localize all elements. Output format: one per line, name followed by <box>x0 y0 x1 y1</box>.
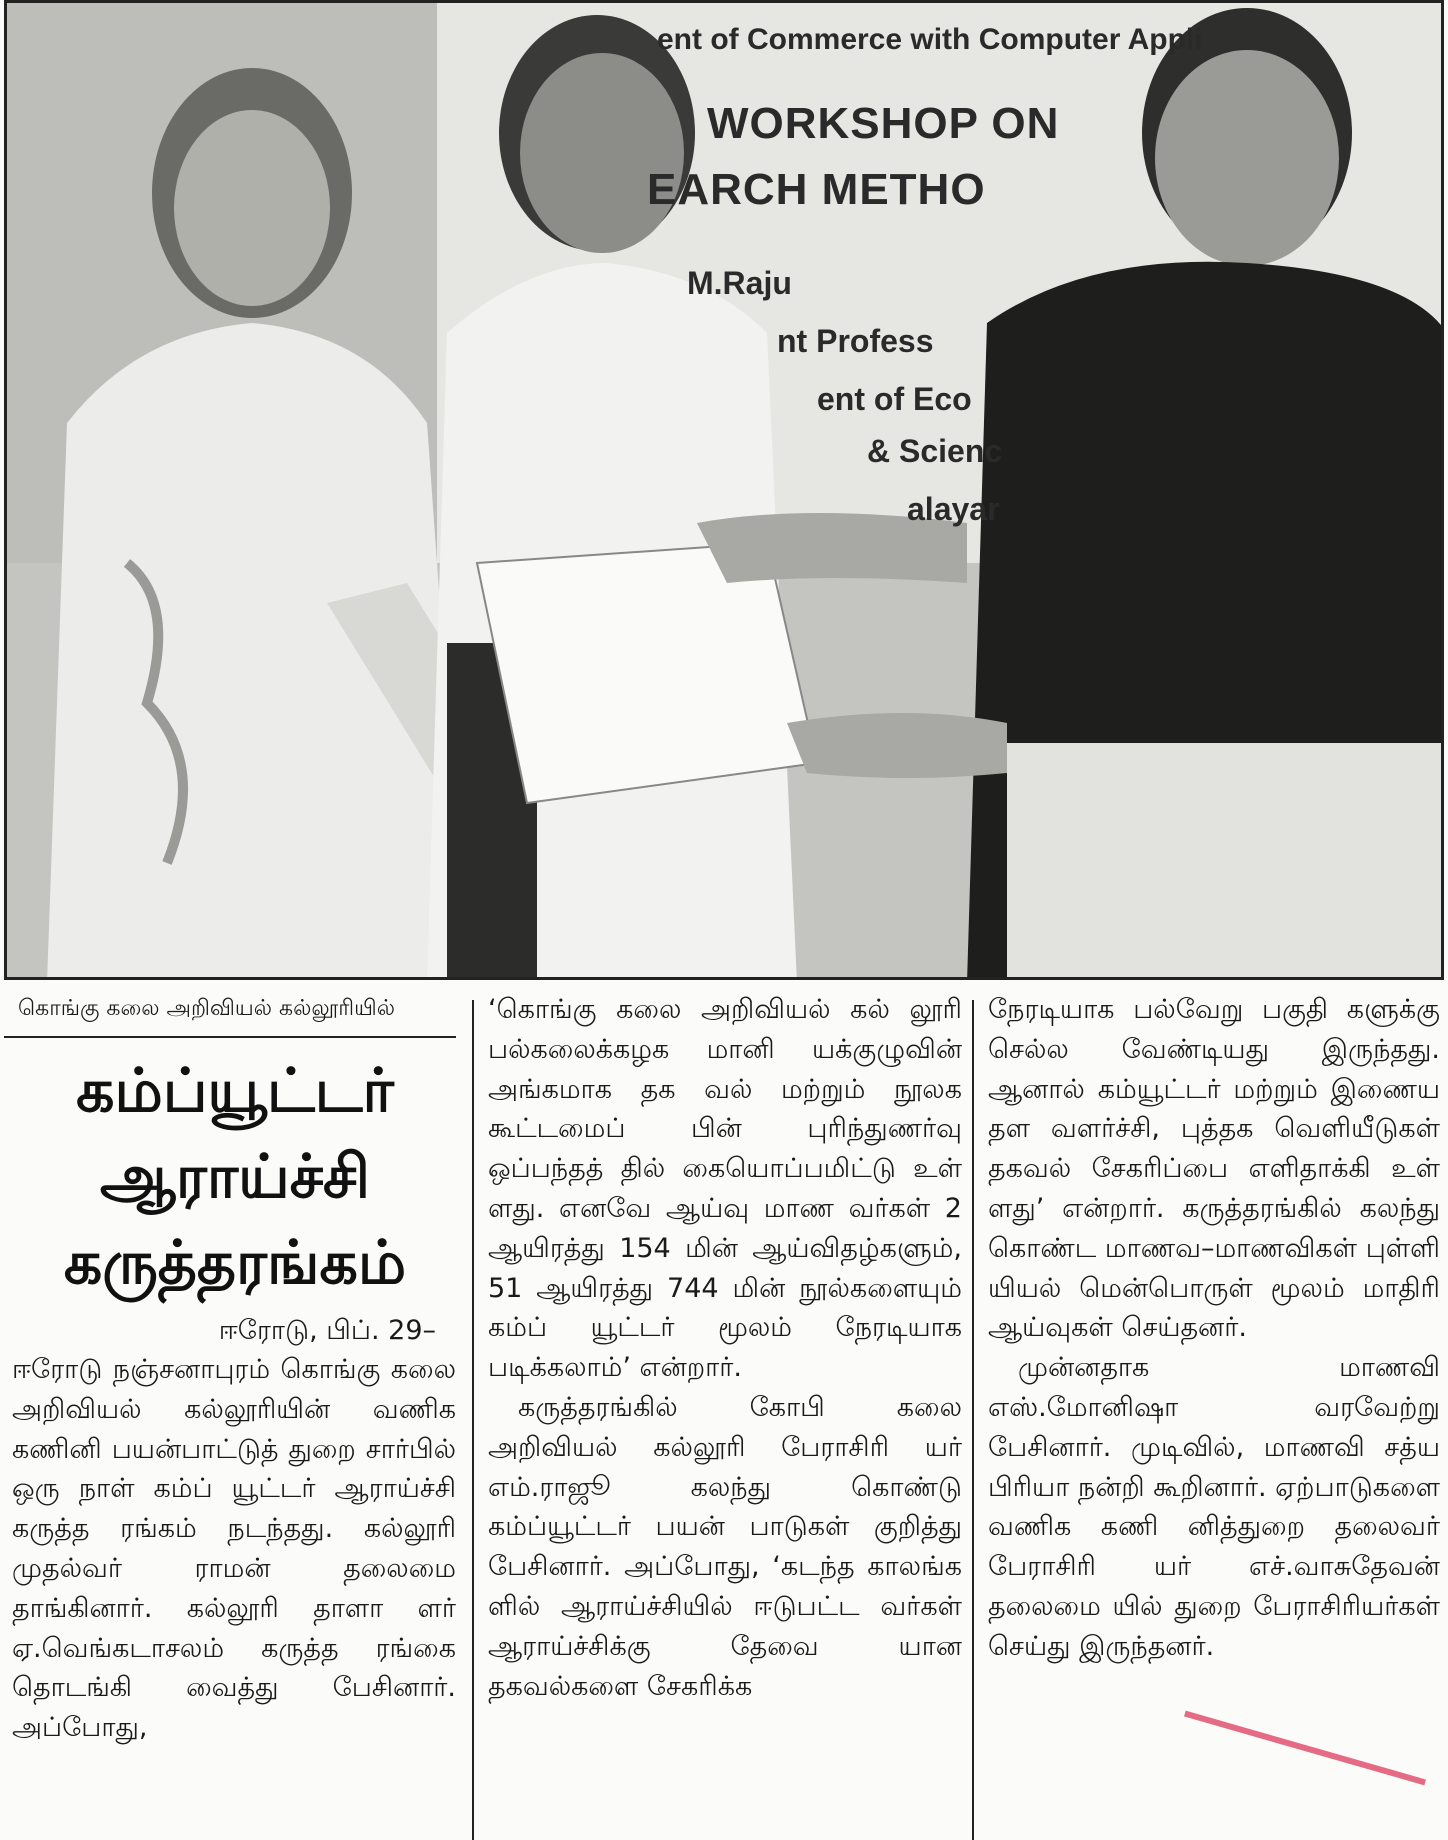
news-photo <box>4 0 1444 980</box>
man-right-trousers <box>1007 743 1444 980</box>
article-headline <box>4 1048 466 1306</box>
banner-line-5: nt Profess <box>777 323 934 359</box>
article-paragraph: ஈரோடு நஞ்சனாபுரம் கொங்கு கலை அறிவியல் கல்லூரியின் வணிக கணினி பயன்பாட்டுத் துறை சார்பில் ஒரு நாள் கம்ப் யூட்டர் ஆராய்ச்சி கருத்த ரங்கம் நடந்தது. கல்லூரி முதல்வர் ராமன் தலைமை தாங்கினார். கல்லூரி தாளா ளர் ஏ.வெங்கடாசலம் கருத்த ரங்கை தொடங்கி வைத்து பேசினார். அப்போது, <box>12 1354 456 1744</box>
certificate <box>477 543 817 803</box>
article-kicker: கொங்கு கலை அறிவியல் கல்லூரியில் <box>4 982 456 1038</box>
banner-line-1: ent of Commerce with Computer Appli <box>657 23 1203 56</box>
headline-line: கருத்தரங்கம் <box>63 1228 407 1298</box>
article-column-1 <box>4 982 466 1840</box>
banner-line-2: WORKSHOP ON <box>707 99 1060 148</box>
article-paragraph: முன்னதாக மாணவி எஸ்.மோனிஷா வரவேற்று பேசினார். முடிவில், மாணவி சத்ய பிரியா நன்றி கூறினார். ஏற்பாடுகளை வணிக கணி னித்துறை தலைவர் பேராசிரி யர் எச்.வாசுதேவன் தலைமை யில் துறை பேராசிரியர்கள் செய்து இருந்தனர். <box>988 1352 1440 1662</box>
photo-illustration <box>7 3 1444 980</box>
column-divider <box>972 1000 974 1840</box>
article-column-3 <box>980 982 1446 1840</box>
article-paragraph: கருத்தரங்கில் கோபி கலை அறிவியல் கல்லூரி பேராசிரி யர் எம்.ராஜூ கலந்து கொண்டு கம்ப்யூட்டர் பயன் பாடுகள் குறித்து பேசினார். அப்போது, ‘கடந்த காலங்க ளில் ஆராய்ச்சியில் ஈடுபட்ட வர்கள் ஆராய்ச்சிக்கு தேவை யான தகவல்களை சேகரிக்க <box>488 1391 962 1702</box>
banner-line-6: ent of Eco <box>817 381 972 417</box>
article-paragraph: ‘கொங்கு கலை அறிவியல் கல் லூரி பல்கலைக்கழக மானி யக்குழுவின் அங்கமாக தக வல் மற்றும் நூலக கூட்டமைப் பின் புரிந்துணர்வு ஒப்பந்தத் தில் கையொப்பமிட்டு உள் ளது. எனவே ஆய்வு மாண வர்கள் 2 ஆயிரத்து 154 மின் ஆய்விதழ்களும், 51 ஆயிரத்து 744 மின் நூல்களையும் கம்ப் யூட்டர் மூலம் நேரடியாக படிக்கலாம்’ என்றார். <box>488 994 962 1384</box>
banner-line-4: M.Raju <box>687 265 792 301</box>
article-dateline: ஈரோடு, பிப். 29– <box>218 1315 436 1346</box>
headline-line: ஆராய்ச்சி <box>100 1142 370 1212</box>
column-divider <box>472 1000 474 1840</box>
banner-line-3: EARCH METHO <box>647 165 986 214</box>
article-column-2 <box>480 982 968 1840</box>
headline-line: கம்ப்யூட்டர் <box>76 1056 394 1126</box>
banner-line-8: alayar <box>907 491 1000 527</box>
article-paragraph: நேரடியாக பல்வேறு பகுதி களுக்கு செல்ல வேண்டியது இருந்தது. ஆனால் கம்யூட்டர் மற்றும் இணைய தள வளர்ச்சி, புத்தக வெளியீடுகள் தகவல் சேகரிப்பை எளிதாக்கி உள் ளது’ என்றார். கருத்தரங்கில் கலந்து கொண்ட மாணவ–மாணவிகள் புள்ளி யியல் மென்பொருள் மூலம் மாதிரி ஆய்வுகள் செய்தனர். <box>988 994 1440 1344</box>
banner-line-7: & Scienc <box>867 433 1003 469</box>
